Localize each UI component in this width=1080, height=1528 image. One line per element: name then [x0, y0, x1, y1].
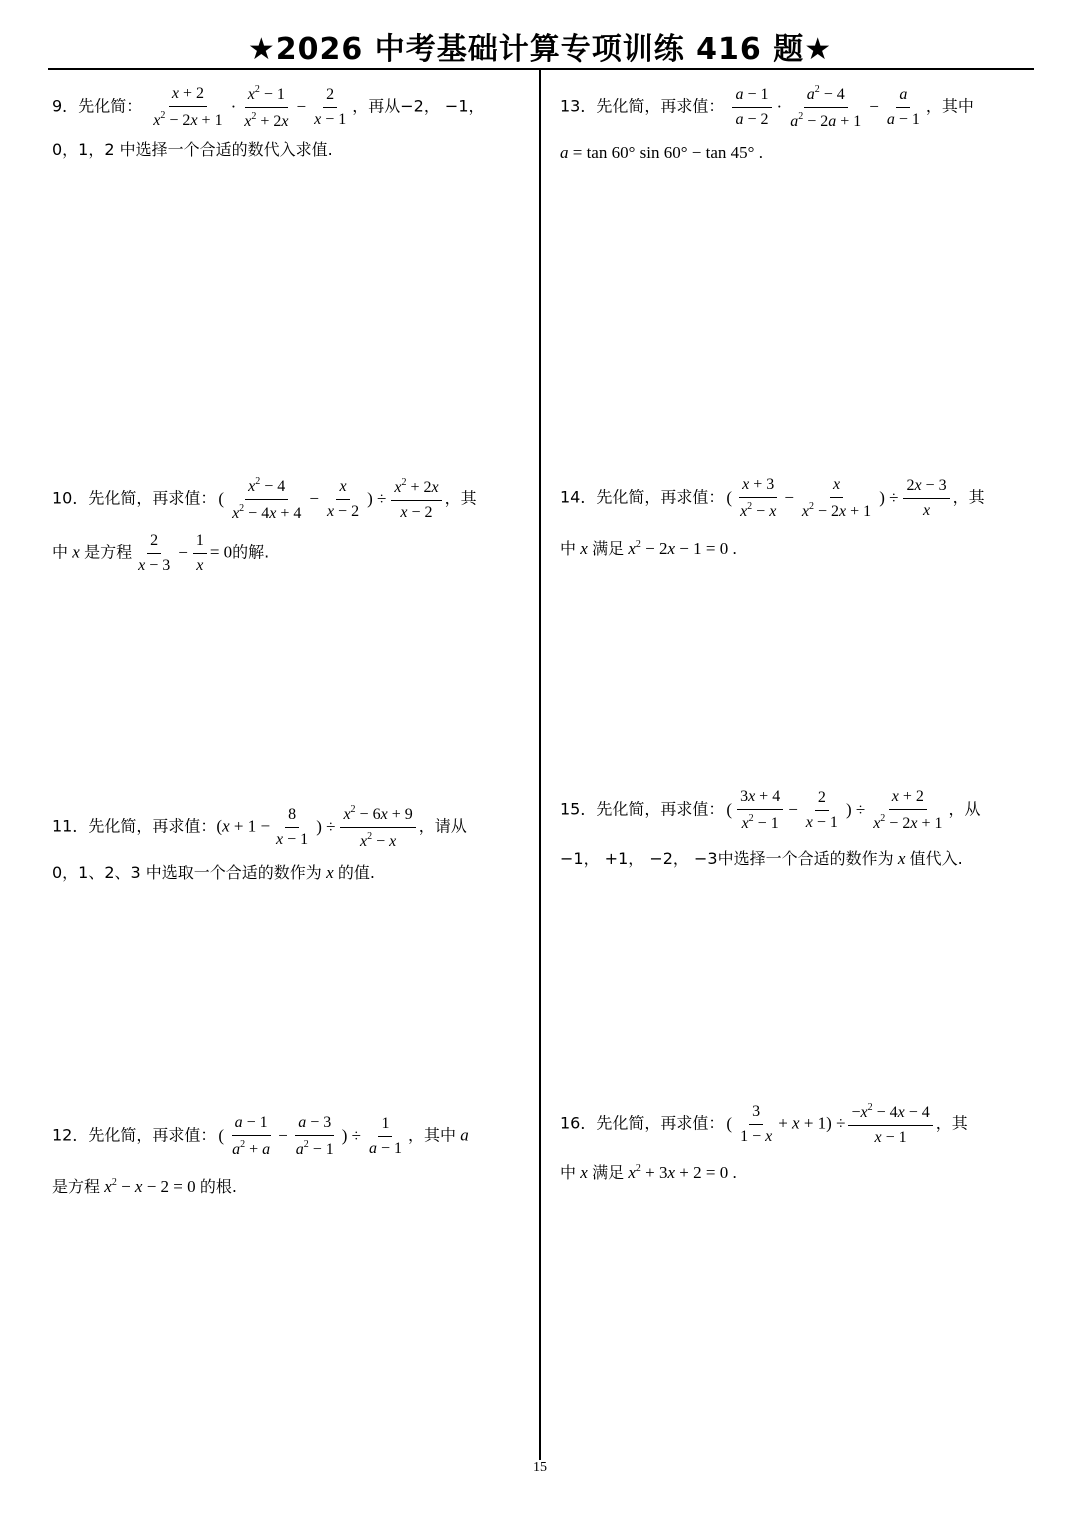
fraction: $\frac{2}{x - 3}$	[138, 532, 171, 574]
fraction: $\frac{x + 2}{x^2 - 2x + 1}$	[873, 788, 943, 832]
problem-text: 满足	[592, 539, 625, 558]
fraction: $\frac{a}{a - 1}$	[886, 86, 920, 128]
fraction: $\frac{8}{x - 1}$	[276, 806, 309, 848]
problem-text: −1， +1， −2， −3中选择一个合适的数作为	[560, 849, 894, 868]
problem-text: ，请从	[418, 816, 467, 836]
problem-instruction: 先化简，再求值：	[88, 488, 217, 508]
fraction: $\frac{x^2 - 1}{x^2 + 2x}$	[244, 84, 289, 130]
fraction: $\frac{a^2 - 4}{a^2 - 2a + 1}$	[790, 84, 862, 130]
math-expression: a = tan 60° sin 60° − tan 45° .	[560, 143, 763, 162]
fraction: $\frac{1}{x}$	[193, 532, 207, 574]
problem-number: 9．	[52, 96, 79, 116]
problem-text: 是方程	[52, 1177, 101, 1196]
problem-text: 0，1、2、3 中选取一个合适的数作为	[52, 863, 322, 882]
fraction: $\frac{x^2 - 4}{x^2 - 4x + 4}$	[232, 476, 302, 522]
problem-text: 的值.	[337, 863, 375, 882]
fraction: $\frac{-x^2 - 4x - 4}{x - 1}$	[848, 1102, 932, 1146]
problem-number: 16．	[560, 1113, 597, 1133]
problem-text: 的解.	[232, 542, 270, 562]
problem-number: 11．	[52, 816, 89, 836]
title-divider	[48, 68, 1034, 70]
problem-text: 是方程	[84, 542, 133, 562]
problem-text: 值代入.	[909, 849, 963, 868]
problem-text: ，再从−2， −1，	[352, 96, 485, 116]
problem-instruction: 先化简，再求值：	[596, 487, 725, 507]
problem-text: 中	[560, 539, 577, 558]
problem-text: ，其	[444, 488, 477, 508]
fraction: $\frac{2x - 3}{x}$	[903, 477, 949, 519]
fraction: $\frac{2}{x - 1}$	[805, 789, 838, 831]
problem-text: 中	[560, 1163, 577, 1182]
column-divider	[539, 70, 541, 1460]
problem-instruction: 先化简，再求值：	[596, 96, 725, 116]
problem-instruction: 先化简，再求值：	[88, 816, 217, 836]
problem-number: 14．	[560, 487, 597, 507]
problem-text: ，其中	[408, 1125, 457, 1145]
fraction: $\frac{2}{x - 1}$	[314, 86, 347, 128]
fraction: $\frac{a - 1}{a - 2}$	[732, 86, 771, 128]
fraction: $\frac{x}{x - 2}$	[326, 478, 360, 520]
problem-instruction: 先化简，再求值：	[596, 1113, 725, 1133]
problem-instruction: 先化简，再求值：	[88, 1125, 217, 1145]
problem-instruction: 先化简：	[78, 96, 143, 116]
problem-text: 的根.	[199, 1177, 237, 1196]
fraction: $\frac{3}{1 - x}$	[740, 1103, 773, 1145]
page-number: 15	[533, 1460, 547, 1475]
fraction: $\frac{x + 3}{x^2 - x}$	[740, 476, 777, 520]
problem-text: 满足	[592, 1163, 625, 1182]
problem-instruction: 先化简，再求值：	[596, 799, 725, 819]
problem-number: 12．	[52, 1125, 89, 1145]
fraction: $\frac{x^2 - 6x + 9}{x^2 - x}$	[340, 804, 415, 850]
problem-number: 13．	[560, 96, 597, 116]
problem-text: ，其中	[925, 96, 974, 116]
problem-text: ，从	[948, 799, 981, 819]
fraction: $\frac{x + 2}{x^2 - 2x + 1}$	[153, 85, 223, 129]
fraction: $\frac{a - 1}{a^2 + a}$	[232, 1114, 271, 1158]
problem-text: ，其	[952, 487, 985, 507]
fraction: $\frac{a - 3}{a^2 - 1}$	[295, 1114, 334, 1158]
problem-number: 15．	[560, 799, 597, 819]
problem-text: 中	[52, 542, 69, 562]
page-title: ★2026 中考基础计算专项训练 416 题★	[247, 32, 833, 67]
fraction: $\frac{x^2 + 2x}{x - 2}$	[391, 477, 441, 521]
fraction: $\frac{x}{x^2 - 2x + 1}$	[801, 476, 872, 520]
problem-text: 0，1，2 中选择一个合适的数代入求值.	[52, 140, 333, 159]
fraction: $\frac{3x + 4}{x^2 - 1}$	[737, 788, 783, 832]
fraction: $\frac{1}{a - 1}$	[368, 1115, 402, 1157]
problem-number: 10．	[52, 488, 89, 508]
problem-text: ，其	[935, 1113, 968, 1133]
